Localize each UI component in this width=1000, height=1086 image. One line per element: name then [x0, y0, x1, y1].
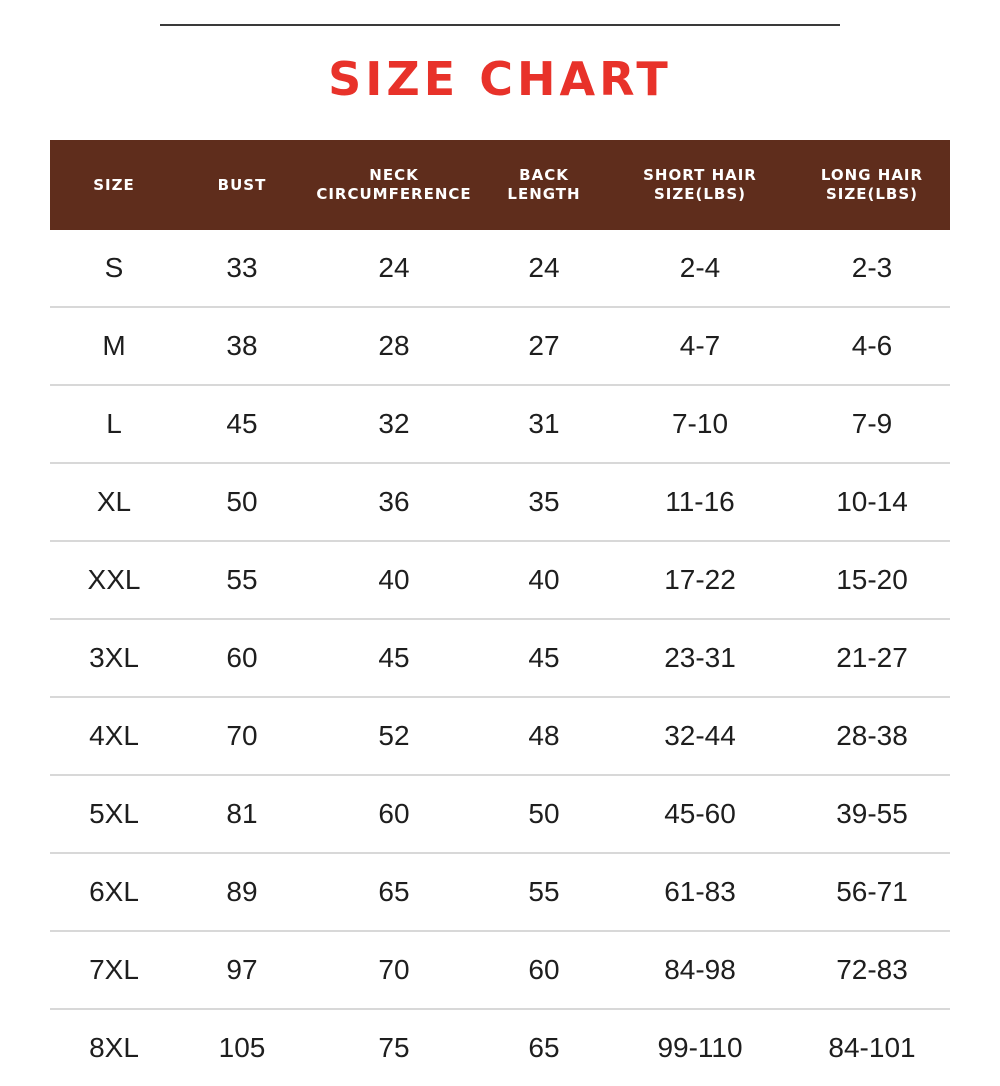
table-row	[50, 853, 950, 931]
column-header-size	[50, 140, 178, 230]
cell-neck: 60	[306, 775, 482, 853]
cell-short-hair: 4-7	[606, 307, 794, 385]
cell-bust: 55	[178, 541, 306, 619]
cell-size: L	[50, 385, 178, 463]
cell-size: S	[50, 230, 178, 307]
cell-back: 35	[482, 463, 606, 541]
column-header-short-hair-line1: SHORT HAIR	[643, 166, 757, 185]
cell-neck: 40	[306, 541, 482, 619]
cell-size: XXL	[50, 541, 178, 619]
cell-size: 4XL	[50, 697, 178, 775]
cell-back: 50	[482, 775, 606, 853]
cell-short-hair: 11-16	[606, 463, 794, 541]
cell-size: 5XL	[50, 775, 178, 853]
cell-size: XL	[50, 463, 178, 541]
cell-back: 40	[482, 541, 606, 619]
cell-short-hair: 45-60	[606, 775, 794, 853]
cell-neck: 52	[306, 697, 482, 775]
column-header-back-length	[482, 140, 606, 230]
cell-size: 8XL	[89, 1032, 139, 1063]
cell-bust: 81	[178, 775, 306, 853]
column-header-long-hair-size	[794, 140, 950, 230]
size-chart-table-container	[50, 140, 950, 1086]
cell-short-hair: 32-44	[606, 697, 794, 775]
column-header-size-line1: SIZE	[93, 175, 135, 194]
cell-back: 60	[482, 931, 606, 1009]
cell-short-hair: 17-22	[606, 541, 794, 619]
cell-neck: 28	[306, 307, 482, 385]
size-chart-table	[50, 140, 950, 1086]
cell-neck: 36	[306, 463, 482, 541]
column-header-bust-line1: BUST	[217, 175, 267, 194]
cell-size: 6XL	[50, 853, 178, 931]
column-header-back-line1: BACK	[519, 166, 569, 185]
table-row	[50, 385, 950, 463]
cell-size: M	[50, 307, 178, 385]
cell-bust: 89	[178, 853, 306, 931]
cell-size: 3XL	[50, 619, 178, 697]
cell-bust: 97	[178, 931, 306, 1009]
table-row	[50, 931, 950, 1009]
cell-bust: 105	[218, 1032, 266, 1063]
table-header	[50, 140, 950, 230]
cell-neck: 24	[306, 230, 482, 307]
cell-back: 65	[528, 1032, 560, 1063]
cell-short-hair: 99-110	[657, 1032, 743, 1063]
table-header-row	[50, 140, 950, 230]
table-row	[50, 619, 950, 697]
table-row	[50, 697, 950, 775]
cell-back: 24	[482, 230, 606, 307]
cell-neck: 70	[306, 931, 482, 1009]
cell-back: 48	[482, 697, 606, 775]
cell-long-hair: 28-38	[794, 697, 950, 775]
table-row	[50, 541, 950, 619]
cell-long-hair: 39-55	[794, 775, 950, 853]
cell-long-hair: 56-71	[794, 853, 950, 931]
top-divider	[160, 24, 840, 26]
cell-bust: 33	[178, 230, 306, 307]
table-row	[50, 463, 950, 541]
cell-short-hair: 61-83	[606, 853, 794, 931]
cell-short-hair: 84-98	[606, 931, 794, 1009]
cell-long-hair: 72-83	[794, 931, 950, 1009]
cell-bust: 45	[178, 385, 306, 463]
column-header-short-hair-line2: SIZE(LBS)	[653, 185, 746, 203]
cell-long-hair: 2-3	[794, 230, 950, 307]
column-header-neck-circumference	[306, 140, 482, 230]
page-title: SIZE CHART	[328, 52, 672, 106]
column-header-long-hair-line2: SIZE(LBS)	[825, 185, 918, 203]
cell-size: 7XL	[50, 931, 178, 1009]
cell-neck: 45	[306, 619, 482, 697]
column-header-neck-line2: CIRCUMFERENCE	[316, 185, 472, 203]
column-header-bust	[178, 140, 306, 230]
cell-long-hair: 21-27	[794, 619, 950, 697]
table-row	[50, 307, 950, 385]
table-body	[50, 230, 950, 1086]
cell-back: 27	[482, 307, 606, 385]
cell-bust: 38	[178, 307, 306, 385]
cell-short-hair: 2-4	[606, 230, 794, 307]
cell-long-hair: 4-6	[794, 307, 950, 385]
column-header-short-hair-size	[606, 140, 794, 230]
cell-bust: 50	[178, 463, 306, 541]
cell-neck: 32	[306, 385, 482, 463]
cell-back: 45	[482, 619, 606, 697]
column-header-long-hair-line1: LONG HAIR	[820, 166, 924, 185]
cell-short-hair: 23-31	[606, 619, 794, 697]
cell-bust: 60	[178, 619, 306, 697]
cell-long-hair: 10-14	[794, 463, 950, 541]
cell-bust: 70	[178, 697, 306, 775]
cell-long-hair: 84-101	[828, 1032, 916, 1063]
cell-neck: 65	[306, 853, 482, 931]
column-header-back-line2: LENGTH	[507, 185, 581, 203]
cell-back: 55	[482, 853, 606, 931]
cell-neck: 75	[378, 1032, 410, 1063]
table-row	[50, 775, 950, 853]
cell-back: 31	[482, 385, 606, 463]
table-row	[50, 1009, 950, 1086]
cell-short-hair: 7-10	[606, 385, 794, 463]
cell-long-hair: 15-20	[794, 541, 950, 619]
column-header-neck-line1: NECK	[369, 166, 419, 185]
cell-long-hair: 7-9	[794, 385, 950, 463]
table-row	[50, 230, 950, 307]
